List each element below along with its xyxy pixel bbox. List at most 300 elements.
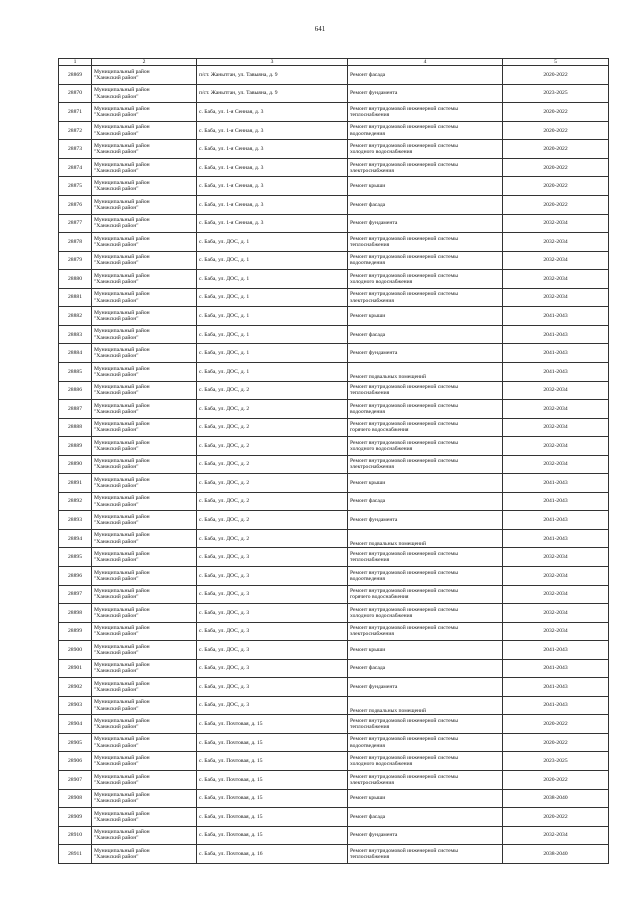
table-row — [59, 752, 609, 771]
municipality-line: "Ханжский район" — [94, 74, 139, 81]
municipality-line: "Ханжский район" — [94, 835, 139, 842]
cell-period: 2041-2043 — [503, 307, 609, 326]
municipality-line: "Ханжский район" — [94, 204, 139, 211]
work-type-line: Ремонт внутридомовой инженерной системы — [350, 458, 458, 465]
municipality-line: Муниципальный район — [94, 384, 150, 391]
table-row — [59, 529, 609, 548]
cell-period: 2041-2043 — [503, 474, 609, 493]
cell-work-type — [348, 66, 503, 85]
municipality-line: Муниципальный район — [94, 161, 150, 168]
table-row — [59, 362, 609, 381]
cell-work-type — [348, 307, 503, 326]
cell-work-type — [348, 158, 503, 177]
municipality-line: "Ханжский район" — [94, 427, 139, 434]
cell-address: с. Баба, ул. 1-я Сенная, д. 3 — [197, 121, 348, 140]
municipality-line: Муниципальный район — [94, 105, 150, 112]
cell-municipality — [92, 529, 197, 548]
table-row — [59, 233, 609, 252]
cell-address: с. Баба, ул. 1-я Сенная, д. 3 — [197, 158, 348, 177]
cell-work-type — [348, 715, 503, 734]
cell-period: 2041-2043 — [503, 492, 609, 511]
municipality-line: "Ханжский район" — [94, 353, 139, 360]
repair-schedule-table — [58, 58, 609, 864]
municipality-line: Муниципальный район — [94, 495, 150, 502]
municipality-line: Муниципальный район — [94, 365, 150, 372]
cell-work-type — [348, 418, 503, 437]
municipality-line: "Ханжский район" — [94, 390, 139, 397]
municipality-line: "Ханжский район" — [94, 761, 139, 768]
cell-address: с. Баба, ул. Почтовая, д. 15 — [197, 752, 348, 771]
header-col-3: 3 — [197, 59, 348, 66]
cell-work-type — [348, 659, 503, 678]
work-type-line: Ремонт внутридомовой инженерной системы — [350, 717, 458, 724]
cell-work-type — [348, 770, 503, 789]
cell-work-type — [348, 214, 503, 233]
cell-address: с. Баба, ул. Почтовая, д. 16 — [197, 845, 348, 864]
municipality-line: "Ханжский район" — [94, 130, 139, 137]
table-row — [59, 604, 609, 623]
work-type-line: Ремонт крыши — [350, 183, 386, 190]
cell-address: с. Баба, ул. ДОС, д. 2 — [197, 529, 348, 548]
work-type-line: Ремонт фундамента — [350, 350, 398, 357]
municipality-line: Муниципальный район — [94, 588, 150, 595]
work-type-line: электроснабжения — [350, 464, 394, 471]
cell-address: с. Баба, ул. ДОС, д. 2 — [197, 381, 348, 400]
cell-period: 2041-2043 — [503, 529, 609, 548]
municipality-line: "Ханжский район" — [94, 538, 139, 545]
work-type-line: Ремонт фасада — [350, 813, 386, 820]
work-type-line: Ремонт внутридомовой инженерной системы — [350, 254, 458, 261]
cell-period: 2032-2034 — [503, 826, 609, 845]
cell-address: с. Баба, ул. Почтовая, д. 15 — [197, 826, 348, 845]
cell-address: с. Баба, ул. ДОС, д. 1 — [197, 251, 348, 270]
municipality-line: "Ханжский район" — [94, 186, 139, 193]
work-type-line: электроснабжения — [350, 167, 394, 174]
cell-number: 28885 — [59, 362, 92, 381]
cell-municipality — [92, 826, 197, 845]
municipality-line: Муниципальный район — [94, 217, 150, 224]
header-col-4: 4 — [348, 59, 503, 66]
cell-address: с. Баба, ул. ДОС, д. 3 — [197, 566, 348, 585]
cell-period: 2020-2022 — [503, 177, 609, 196]
cell-work-type — [348, 492, 503, 511]
work-type-line: электроснабжения — [350, 779, 394, 786]
cell-period: 2041-2043 — [503, 344, 609, 363]
work-type-line: холодного водоснабжения — [350, 445, 413, 452]
work-type-line: Ремонт крыши — [350, 479, 386, 486]
cell-municipality — [92, 400, 197, 419]
work-type-line: Ремонт фундамента — [350, 683, 398, 690]
table-row — [59, 381, 609, 400]
municipality-line: "Ханжский район" — [94, 724, 139, 731]
cell-work-type — [348, 325, 503, 344]
cell-address: с. Баба, ул. ДОС, д. 3 — [197, 641, 348, 660]
municipality-line: "Ханжский район" — [94, 687, 139, 694]
work-type-line: Ремонт фундамента — [350, 517, 398, 523]
table-row — [59, 214, 609, 233]
municipality-line: Муниципальный район — [94, 699, 150, 706]
municipality-line: Муниципальный район — [94, 773, 150, 780]
municipality-line: "Ханжский район" — [94, 816, 139, 823]
cell-address: с. Баба, ул. Почтовая, д. 15 — [197, 789, 348, 808]
cell-municipality — [92, 66, 197, 85]
cell-address: с. Баба, ул. ДОС, д. 2 — [197, 400, 348, 419]
work-type-line: водоотведения — [350, 408, 385, 415]
cell-work-type — [348, 362, 503, 381]
cell-number: 28869 — [59, 66, 92, 85]
cell-period: 2032-2034 — [503, 455, 609, 474]
cell-address: с. Баба, ул. ДОС, д. 3 — [197, 622, 348, 641]
table-row — [59, 288, 609, 307]
table-row — [59, 455, 609, 474]
cell-municipality — [92, 678, 197, 697]
table-row — [59, 659, 609, 678]
municipality-line: Муниципальный район — [94, 513, 150, 520]
cell-period: 2038-2040 — [503, 789, 609, 808]
municipality-line: "Ханжский район" — [94, 483, 139, 489]
cell-period: 2041-2043 — [503, 362, 609, 381]
cell-number: 28879 — [59, 251, 92, 270]
table-row — [59, 66, 609, 85]
cell-work-type — [348, 622, 503, 641]
cell-period: 2041-2043 — [503, 325, 609, 344]
table-header — [59, 59, 609, 66]
municipality-line: Муниципальный район — [94, 662, 150, 669]
cell-number: 28889 — [59, 437, 92, 456]
cell-period: 2032-2034 — [503, 418, 609, 437]
cell-number: 28890 — [59, 455, 92, 474]
cell-period: 2032-2034 — [503, 400, 609, 419]
municipality-line: Муниципальный район — [94, 235, 150, 242]
cell-municipality — [92, 511, 197, 530]
work-type-line: теплоснабжения — [350, 557, 390, 564]
work-type-line: Ремонт фасада — [350, 665, 386, 672]
cell-period: 2020-2022 — [503, 808, 609, 827]
cell-address: с. Баба, ул. 1-я Сенная, д. 3 — [197, 103, 348, 122]
header-col-1: 1 — [59, 59, 92, 66]
cell-number: 28911 — [59, 845, 92, 864]
cell-period: 2032-2034 — [503, 604, 609, 623]
cell-address: с. Баба, ул. ДОС, д. 1 — [197, 270, 348, 289]
cell-municipality — [92, 492, 197, 511]
municipality-line: "Ханжский район" — [94, 557, 139, 564]
cell-number: 28887 — [59, 400, 92, 419]
municipality-line: Муниципальный район — [94, 829, 150, 836]
table-row — [59, 678, 609, 697]
work-type-line: водоотведения — [350, 130, 385, 137]
cell-work-type — [348, 548, 503, 567]
cell-address: с. Баба, ул. Почтовая, д. 15 — [197, 770, 348, 789]
cell-period: 2020-2022 — [503, 196, 609, 215]
municipality-line: Муниципальный район — [94, 476, 150, 483]
cell-address: с. Баба, ул. Почтовая, д. 15 — [197, 808, 348, 827]
cell-period: 2032-2034 — [503, 548, 609, 567]
cell-address: п/ст. Жанытган, ул. Тавыяна, д. 9 — [197, 84, 348, 103]
cell-work-type — [348, 733, 503, 752]
header-col-2: 2 — [92, 59, 197, 66]
municipality-line: Муниципальный район — [94, 272, 150, 279]
table-row — [59, 808, 609, 827]
work-type-line: электроснабжения — [350, 631, 394, 638]
work-type-line: Ремонт внутридомовой инженерной системы — [350, 272, 458, 279]
cell-address: с. Баба, ул. ДОС, д. 1 — [197, 325, 348, 344]
table-row — [59, 770, 609, 789]
cell-municipality — [92, 455, 197, 474]
cell-number: 28904 — [59, 715, 92, 734]
table-row — [59, 474, 609, 493]
cell-number: 28876 — [59, 196, 92, 215]
table-row — [59, 622, 609, 641]
header-col-5: 5 — [503, 59, 609, 66]
cell-work-type — [348, 140, 503, 159]
work-type-line: горячего водоснабжения — [350, 594, 409, 601]
cell-address: с. Баба, ул. 1-я Сенная, д. 3 — [197, 177, 348, 196]
municipality-line: "Ханжский район" — [94, 742, 139, 749]
work-type-line: Ремонт внутридомовой инженерной системы — [350, 755, 458, 761]
municipality-line: "Ханжский район" — [94, 223, 139, 230]
cell-work-type — [348, 103, 503, 122]
municipality-line: "Ханжский район" — [94, 297, 139, 304]
cell-work-type — [348, 344, 503, 363]
municipality-line: Муниципальный район — [94, 124, 150, 131]
cell-municipality — [92, 437, 197, 456]
cell-period: 2032-2034 — [503, 214, 609, 233]
table-row — [59, 307, 609, 326]
cell-municipality — [92, 84, 197, 103]
cell-number: 28874 — [59, 158, 92, 177]
table-row — [59, 158, 609, 177]
table-row — [59, 548, 609, 567]
municipality-line: Муниципальный район — [94, 550, 150, 557]
cell-address: с. Баба, ул. ДОС, д. 2 — [197, 511, 348, 530]
work-type-line: Ремонт крыши — [350, 646, 386, 653]
cell-period: 2020-2022 — [503, 103, 609, 122]
cell-work-type — [348, 121, 503, 140]
work-type-line: Ремонт внутридомовой инженерной системы — [350, 161, 458, 168]
cell-municipality — [92, 696, 197, 715]
municipality-line: Муниципальный район — [94, 439, 150, 446]
cell-address: п/ст. Жанытган, ул. Тавыяна, д. 9 — [197, 66, 348, 85]
cell-period: 2020-2022 — [503, 66, 609, 85]
municipality-line: Муниципальный район — [94, 606, 150, 613]
cell-municipality — [92, 641, 197, 660]
cell-number: 28896 — [59, 566, 92, 585]
work-type-line: Ремонт внутридомовой инженерной системы — [350, 384, 458, 391]
cell-number: 28903 — [59, 696, 92, 715]
municipality-line: Муниципальный район — [94, 328, 150, 335]
cell-municipality — [92, 103, 197, 122]
cell-address: с. Баба, ул. ДОС, д. 3 — [197, 678, 348, 697]
table-row — [59, 826, 609, 845]
cell-work-type — [348, 845, 503, 864]
table-row — [59, 696, 609, 715]
cell-number: 28878 — [59, 233, 92, 252]
cell-number: 28900 — [59, 641, 92, 660]
work-type-line: холодного водоснабжения — [350, 278, 413, 285]
municipality-line: Муниципальный район — [94, 792, 150, 799]
municipality-line: "Ханжский район" — [94, 260, 139, 267]
cell-period: 2020-2022 — [503, 715, 609, 734]
municipality-line: Муниципальный район — [94, 643, 150, 650]
table-row — [59, 492, 609, 511]
table-row — [59, 344, 609, 363]
cell-period: 2023-2025 — [503, 752, 609, 771]
cell-period: 2041-2043 — [503, 641, 609, 660]
municipality-line: Муниципальный район — [94, 421, 150, 428]
table-body — [59, 66, 609, 864]
cell-work-type — [348, 233, 503, 252]
work-type-line: Ремонт внутридомовой инженерной системы — [350, 124, 458, 131]
cell-address: с. Баба, ул. 1-я Сенная, д. 3 — [197, 214, 348, 233]
cell-work-type — [348, 696, 503, 715]
cell-municipality — [92, 622, 197, 641]
municipality-line: Муниципальный район — [94, 291, 150, 298]
table-row — [59, 845, 609, 864]
work-type-line: Ремонт фасада — [350, 331, 386, 338]
work-type-line: Ремонт крыши — [350, 312, 386, 319]
cell-period: 2041-2043 — [503, 659, 609, 678]
cell-municipality — [92, 585, 197, 604]
work-type-line: Ремонт крыши — [350, 795, 386, 802]
cell-work-type — [348, 177, 503, 196]
cell-number: 28905 — [59, 733, 92, 752]
work-type-line: Ремонт внутридомовой инженерной системы — [350, 736, 458, 743]
municipality-line: Муниципальный район — [94, 309, 150, 316]
municipality-line: Муниципальный район — [94, 402, 150, 409]
cell-work-type — [348, 585, 503, 604]
cell-work-type — [348, 288, 503, 307]
municipality-line: "Ханжский район" — [94, 501, 139, 508]
cell-municipality — [92, 233, 197, 252]
work-type-line: Ремонт подвальных помещений — [350, 708, 427, 715]
cell-municipality — [92, 474, 197, 493]
municipality-line: "Ханжский район" — [94, 167, 139, 174]
cell-number: 28883 — [59, 325, 92, 344]
cell-municipality — [92, 214, 197, 233]
cell-number: 28899 — [59, 622, 92, 641]
cell-period: 2032-2034 — [503, 233, 609, 252]
cell-municipality — [92, 659, 197, 678]
cell-number: 28886 — [59, 381, 92, 400]
work-type-line: холодного водоснабжения — [350, 761, 413, 768]
cell-number: 28901 — [59, 659, 92, 678]
cell-work-type — [348, 826, 503, 845]
work-type-line: Ремонт внутридомовой инженерной системы — [350, 569, 458, 576]
table-row — [59, 437, 609, 456]
cell-municipality — [92, 270, 197, 289]
municipality-line: "Ханжский район" — [94, 853, 139, 860]
cell-address: с. Баба, ул. Почтовая, д. 15 — [197, 733, 348, 752]
table-row — [59, 566, 609, 585]
municipality-line: "Ханжский район" — [94, 334, 139, 341]
cell-number: 28891 — [59, 474, 92, 493]
table-row — [59, 103, 609, 122]
cell-municipality — [92, 158, 197, 177]
cell-work-type — [348, 641, 503, 660]
cell-number: 28893 — [59, 511, 92, 530]
municipality-line: Муниципальный район — [94, 569, 150, 576]
cell-period: 2020-2022 — [503, 140, 609, 159]
cell-municipality — [92, 177, 197, 196]
municipality-line: "Ханжский район" — [94, 705, 139, 712]
cell-number: 28880 — [59, 270, 92, 289]
municipality-line: "Ханжский район" — [94, 612, 139, 619]
cell-address: с. Баба, ул. 1-я Сенная, д. 3 — [197, 140, 348, 159]
municipality-line: "Ханжский район" — [94, 464, 139, 471]
cell-number: 28907 — [59, 770, 92, 789]
table-row — [59, 511, 609, 530]
cell-period: 2020-2022 — [503, 733, 609, 752]
cell-municipality — [92, 140, 197, 159]
work-type-line: Ремонт фасада — [350, 71, 386, 78]
table-row — [59, 789, 609, 808]
cell-number: 28902 — [59, 678, 92, 697]
cell-address: с. Баба, ул. ДОС, д. 2 — [197, 437, 348, 456]
municipality-line: Муниципальный район — [94, 625, 150, 632]
work-type-line: теплоснабжения — [350, 390, 390, 397]
municipality-line: Муниципальный район — [94, 180, 150, 187]
work-type-line: Ремонт подвальных помещений — [350, 374, 427, 381]
work-type-line: Ремонт внутридомовой инженерной системы — [350, 625, 458, 632]
cell-number: 28894 — [59, 529, 92, 548]
work-type-line: Ремонт внутридомовой инженерной системы — [350, 291, 458, 298]
cell-address: с. Баба, ул. ДОС, д. 1 — [197, 362, 348, 381]
cell-address: с. Баба, ул. ДОС, д. 3 — [197, 696, 348, 715]
cell-work-type — [348, 678, 503, 697]
work-type-line: Ремонт фундамента — [350, 220, 398, 227]
cell-number: 28872 — [59, 121, 92, 140]
cell-number: 28877 — [59, 214, 92, 233]
work-type-line: водоотведения — [350, 260, 385, 267]
table-row — [59, 715, 609, 734]
table-row — [59, 140, 609, 159]
cell-municipality — [92, 715, 197, 734]
cell-municipality — [92, 288, 197, 307]
cell-municipality — [92, 752, 197, 771]
cell-municipality — [92, 604, 197, 623]
header-row — [59, 59, 609, 66]
cell-work-type — [348, 437, 503, 456]
work-type-line: холодного водоснабжения — [350, 149, 413, 156]
cell-address: с. Баба, ул. Почтовая, д. 15 — [197, 715, 348, 734]
municipality-line: Муниципальный район — [94, 680, 150, 687]
table-row — [59, 585, 609, 604]
cell-address: с. Баба, ул. 1-я Сенная, д. 3 — [197, 196, 348, 215]
work-type-line: Ремонт фасада — [350, 201, 386, 208]
table-row — [59, 177, 609, 196]
cell-municipality — [92, 789, 197, 808]
cell-number: 28871 — [59, 103, 92, 122]
municipality-line: Муниципальный район — [94, 68, 150, 75]
cell-address: с. Баба, ул. ДОС, д. 2 — [197, 474, 348, 493]
municipality-line: "Ханжский район" — [94, 278, 139, 285]
municipality-line: Муниципальный район — [94, 254, 150, 261]
table-row — [59, 251, 609, 270]
cell-period: 2020-2022 — [503, 770, 609, 789]
cell-municipality — [92, 381, 197, 400]
work-type-line: Ремонт внутридомовой инженерной системы — [350, 773, 458, 780]
cell-work-type — [348, 529, 503, 548]
municipality-line: Муниципальный район — [94, 458, 150, 465]
municipality-line: Муниципальный район — [94, 87, 150, 94]
work-type-line: Ремонт внутридомовой инженерной системы — [350, 439, 458, 446]
cell-number: 28882 — [59, 307, 92, 326]
work-type-line: Ремонт фундамента — [350, 90, 398, 97]
table-row — [59, 270, 609, 289]
cell-municipality — [92, 733, 197, 752]
work-type-line: горячего водоснабжения — [350, 427, 409, 434]
work-type-line: теплоснабжения — [350, 853, 390, 860]
